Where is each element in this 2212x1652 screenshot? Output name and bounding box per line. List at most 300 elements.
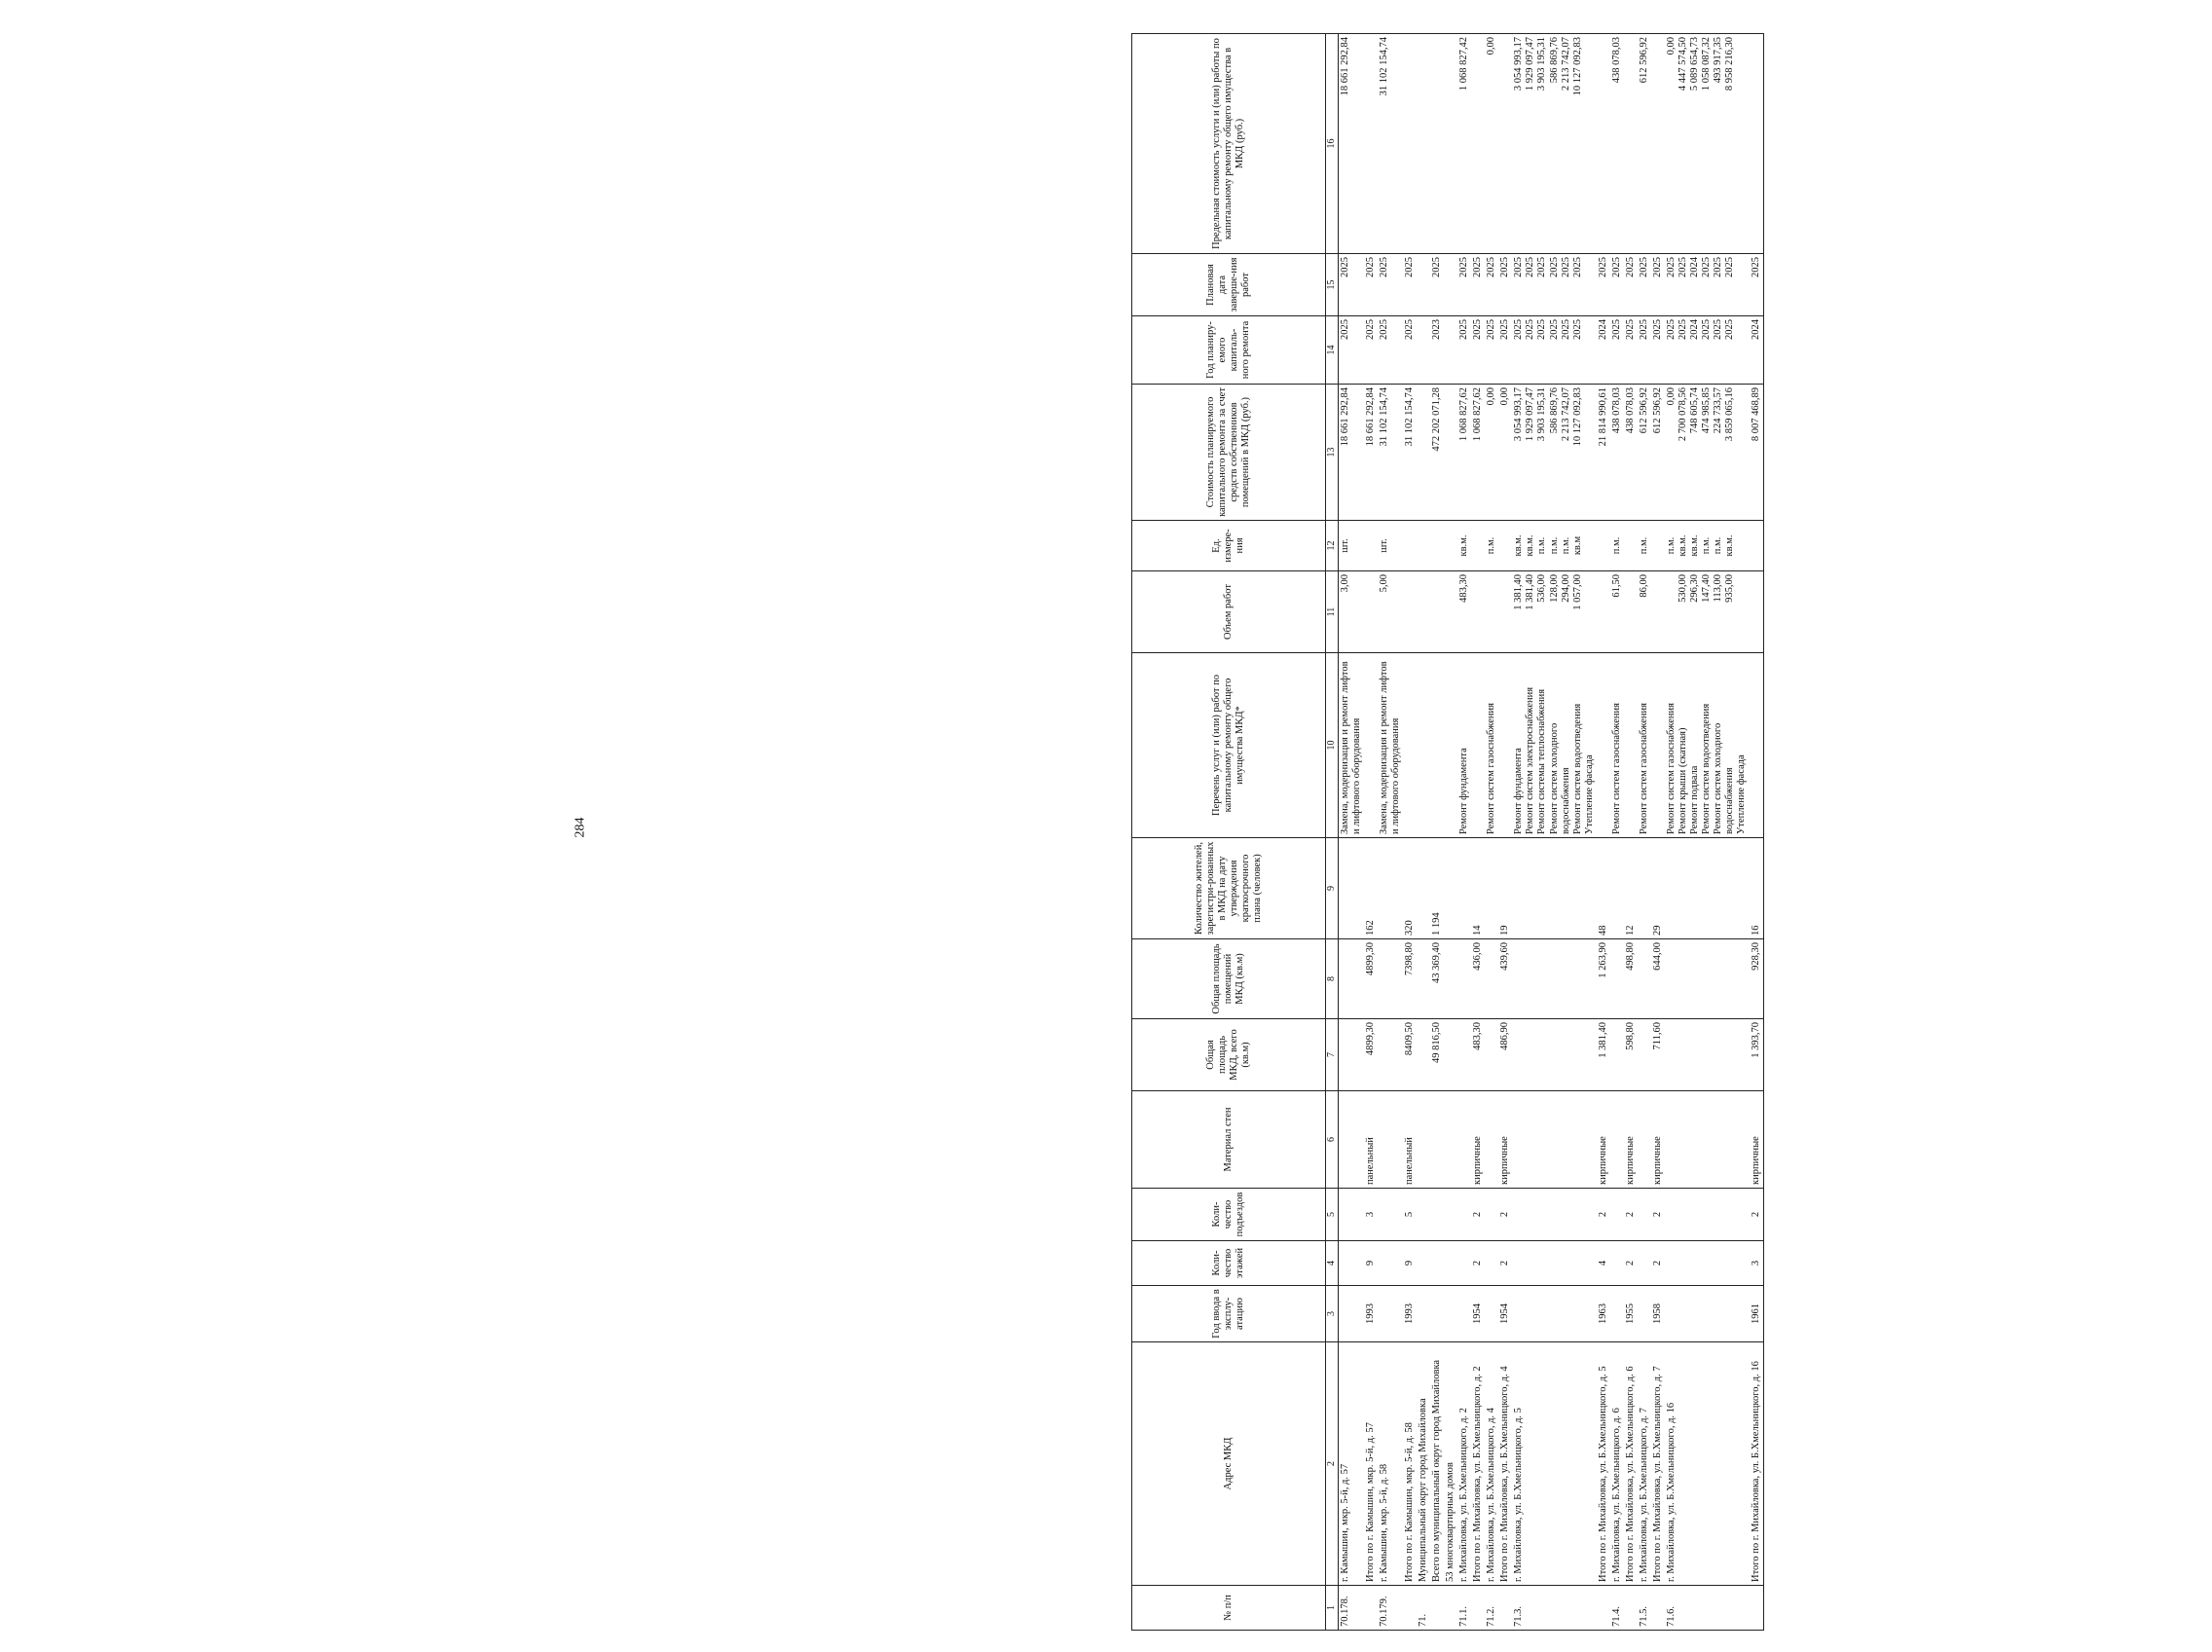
- column-header: Адрес МКД: [1132, 1342, 1326, 1586]
- max-cost-cell-line: 0,00: [1666, 37, 1677, 55]
- volume-cell: [1651, 571, 1665, 653]
- volume-cell: [1471, 571, 1485, 653]
- floors-cell: 2: [1471, 1241, 1485, 1286]
- volume-cell-line: 1 381,40: [1525, 574, 1536, 610]
- end-date-cell: [1512, 254, 1596, 316]
- unit-cell-line: кв.м.: [1513, 534, 1525, 557]
- end-date-cell-line: 2025: [1560, 257, 1571, 277]
- plan-year-cell: [1597, 316, 1610, 385]
- cost-cell-line: 21 814 990,61: [1597, 387, 1608, 447]
- cost-cell: [1471, 385, 1485, 521]
- cost-cell-line: 0,00: [1666, 387, 1677, 406]
- table-row: [1457, 34, 1471, 1631]
- max-cost-cell: [1485, 34, 1498, 254]
- plan-year-cell-line: 2025: [1713, 319, 1724, 340]
- address-cell: Итого по г. Михайловка, ул. Б.Хмельницкого, д. 7: [1651, 1342, 1665, 1586]
- end-date-cell-line: 2025: [1499, 257, 1511, 277]
- entrances-cell: [1638, 1189, 1651, 1241]
- cost-cell-line: 3 859 065,16: [1724, 387, 1736, 442]
- unit-cell: [1403, 521, 1417, 571]
- volume-cell: [1403, 571, 1417, 653]
- works-cell: [1457, 653, 1471, 838]
- end-date-cell-line: 2025: [1610, 257, 1622, 277]
- table-row: [1485, 34, 1498, 1631]
- unit-cell-line: п.м.: [1536, 536, 1548, 555]
- area-total-cell: 4899,30: [1364, 1019, 1378, 1091]
- column-header: Коли-чество подъездов: [1132, 1189, 1326, 1241]
- cost-cell: [1403, 385, 1417, 521]
- floors-cell: 2: [1498, 1241, 1512, 1286]
- end-date-cell-line: 2025: [1624, 257, 1636, 277]
- area-total-cell: [1610, 1019, 1624, 1091]
- plan-year-cell-line: 2025: [1486, 319, 1497, 340]
- volume-cell-line: 294,00: [1560, 574, 1571, 603]
- unit-cell-line: п.м.: [1713, 536, 1724, 555]
- volume-cell: [1457, 571, 1471, 653]
- works-cell: [1610, 653, 1624, 838]
- plan-year-cell-line: 2025: [1638, 319, 1649, 340]
- material-cell: [1638, 1091, 1651, 1189]
- volume-cell: [1512, 571, 1596, 653]
- plan-year-cell: [1610, 316, 1624, 385]
- residents-cell: 320: [1403, 838, 1417, 939]
- unit-cell: [1498, 521, 1512, 571]
- cost-cell-line: 474 985,85: [1701, 387, 1713, 434]
- max-cost-cell-line: 3 903 195,31: [1536, 37, 1548, 92]
- row-number: [1403, 1586, 1417, 1631]
- end-date-cell: [1638, 254, 1651, 316]
- works-cell-line: Ремонт подвала: [1689, 765, 1701, 834]
- cost-cell-line: 1 929 097,47: [1525, 387, 1536, 442]
- works-cell-line: Ремонт системы теплоснабжения: [1536, 688, 1548, 834]
- cost-cell: [1417, 385, 1430, 521]
- floors-cell: [1378, 1241, 1403, 1286]
- year-cell: 1961: [1750, 1286, 1764, 1342]
- unit-cell-line: п.м.: [1610, 536, 1622, 555]
- row-number: [1364, 1586, 1378, 1631]
- unit-cell-line: кв.м.: [1525, 534, 1536, 557]
- material-cell: [1417, 1091, 1430, 1189]
- area-total-cell: 483,30: [1471, 1019, 1485, 1091]
- end-date-cell-line: 2025: [1525, 257, 1536, 277]
- column-number: 1: [1326, 1586, 1339, 1631]
- end-date-cell: [1378, 254, 1403, 316]
- residents-cell: 14: [1471, 838, 1485, 939]
- column-header: Стоимость планируемого капитального ремонта за счет средств собственников помещений в МКД (руб.): [1132, 385, 1326, 521]
- volume-cell: [1665, 571, 1749, 653]
- cost-cell: [1338, 385, 1364, 521]
- year-cell: [1665, 1286, 1749, 1342]
- table-header: [1132, 34, 1339, 1631]
- area-premises-cell: [1485, 939, 1498, 1019]
- max-cost-cell: [1364, 34, 1378, 254]
- max-cost-cell: [1610, 34, 1624, 254]
- plan-year-cell: [1364, 316, 1378, 385]
- area-premises-cell: [1417, 939, 1430, 1019]
- table-row: [1665, 34, 1749, 1631]
- address-cell: Итого по г. Михайловка, ул. Б.Хмельницкого, д. 2: [1471, 1342, 1485, 1586]
- end-date-cell-line: 2025: [1403, 257, 1415, 277]
- works-cell-line: Утепление фасада: [1736, 754, 1748, 834]
- material-cell: [1444, 1091, 1457, 1189]
- material-cell: кирпичные: [1651, 1091, 1665, 1189]
- max-cost-cell-line: 31 102 154,74: [1378, 37, 1389, 96]
- column-number: 7: [1326, 1019, 1339, 1091]
- plan-year-cell-line: 2025: [1499, 319, 1511, 340]
- residents-cell: 162: [1364, 838, 1378, 939]
- volume-cell: [1597, 571, 1610, 653]
- entrances-cell: 2: [1597, 1189, 1610, 1241]
- plan-year-cell: [1624, 316, 1638, 385]
- works-cell: [1430, 653, 1444, 838]
- end-date-cell-line: 2025: [1486, 257, 1497, 277]
- works-cell-line: Ремонт фундамента: [1458, 748, 1470, 834]
- material-cell: [1512, 1091, 1596, 1189]
- plan-year-cell: [1651, 316, 1665, 385]
- works-cell: [1364, 653, 1378, 838]
- floors-cell: [1512, 1241, 1596, 1286]
- plan-year-cell-line: 2025: [1652, 319, 1663, 340]
- address-cell: Муниципальный округ город Михайловка: [1417, 1342, 1430, 1586]
- year-cell: 1954: [1498, 1286, 1512, 1342]
- unit-cell: [1457, 521, 1471, 571]
- works-cell-line: Ремонт систем электроснабжения: [1525, 686, 1536, 834]
- end-date-cell-line: 2025: [1513, 257, 1525, 277]
- cost-cell-line: 10 127 092,83: [1571, 387, 1583, 447]
- cost-cell: [1444, 385, 1457, 521]
- max-cost-cell-line: 1 929 097,47: [1525, 37, 1536, 92]
- column-header: Год планиру-емого капиталь-ного ремонта: [1132, 316, 1326, 385]
- area-total-cell: [1512, 1019, 1596, 1091]
- plan-year-cell: [1498, 316, 1512, 385]
- row-number: 71.5.: [1638, 1586, 1651, 1631]
- unit-cell: [1471, 521, 1485, 571]
- end-date-cell-line: 2025: [1652, 257, 1663, 277]
- works-cell-line: Замена, модернизация и ремонт лифтов и лифтового оборудования: [1339, 661, 1362, 834]
- residents-cell: [1338, 838, 1364, 939]
- unit-cell-line: шт.: [1378, 538, 1389, 553]
- column-number: 15: [1326, 254, 1339, 316]
- plan-year-cell: [1638, 316, 1651, 385]
- year-cell: 1958: [1651, 1286, 1665, 1342]
- works-cell: [1512, 653, 1596, 838]
- max-cost-cell-line: 1 068 827,42: [1458, 37, 1470, 92]
- max-cost-cell-line: 438 078,03: [1610, 37, 1622, 84]
- floors-cell: 9: [1364, 1241, 1378, 1286]
- table-row: [1444, 34, 1457, 1631]
- max-cost-cell-line: 10 127 092,83: [1571, 37, 1583, 96]
- residents-cell: 1 194: [1430, 838, 1444, 939]
- page-number: 284: [572, 817, 588, 838]
- volume-cell-line: 483,30: [1458, 574, 1470, 603]
- area-premises-cell: 644,00: [1651, 939, 1665, 1019]
- table-row: [1378, 34, 1403, 1631]
- area-premises-cell: 439,60: [1498, 939, 1512, 1019]
- max-cost-cell: [1624, 34, 1638, 254]
- floors-cell: 2: [1651, 1241, 1665, 1286]
- floors-cell: [1638, 1241, 1651, 1286]
- plan-year-cell-line: 2025: [1624, 319, 1636, 340]
- plan-year-cell-line: 2025: [1403, 319, 1415, 340]
- year-cell: 1954: [1471, 1286, 1485, 1342]
- works-cell-line: Ремонт систем водоотведения: [1571, 703, 1583, 834]
- cost-cell-line: 18 661 292,84: [1339, 387, 1350, 447]
- address-cell: г. Михайловка, ул. Б.Хмельницкого, д. 2: [1457, 1342, 1471, 1586]
- unit-cell-line: кв.м.: [1458, 534, 1470, 557]
- cost-cell: [1624, 385, 1638, 521]
- table-row: [1750, 34, 1764, 1631]
- max-cost-cell-line: 3 054 993,17: [1513, 37, 1525, 92]
- works-cell: [1498, 653, 1512, 838]
- plan-year-cell: [1378, 316, 1403, 385]
- unit-cell: [1485, 521, 1498, 571]
- residents-cell: 12: [1624, 838, 1638, 939]
- volume-cell: [1750, 571, 1764, 653]
- year-cell: [1457, 1286, 1471, 1342]
- table-row: [1624, 34, 1638, 1631]
- end-date-cell-line: 2025: [1458, 257, 1470, 277]
- column-header: Количество жителей, зарегистри-рованных в МКД на дату утверждения краткосрочного плана (человек): [1132, 838, 1326, 939]
- end-date-cell-line: 2025: [1713, 257, 1724, 277]
- works-cell-line: Замена, модернизация и ремонт лифтов и лифтового оборудования: [1378, 661, 1401, 834]
- column-header: Объем работ: [1132, 571, 1326, 653]
- area-total-cell: [1378, 1019, 1403, 1091]
- cost-cell-line: 224 733,57: [1713, 387, 1724, 434]
- area-total-cell: 598,80: [1624, 1019, 1638, 1091]
- max-cost-cell-line: 8 958 216,30: [1724, 37, 1736, 92]
- end-date-cell-line: 2025: [1677, 257, 1689, 277]
- unit-cell: [1597, 521, 1610, 571]
- cost-cell-line: 612 596,92: [1652, 387, 1663, 434]
- area-premises-cell: [1444, 939, 1457, 1019]
- residents-cell: [1444, 838, 1457, 939]
- end-date-cell-line: 2025: [1571, 257, 1583, 277]
- unit-cell: [1610, 521, 1624, 571]
- plan-year-cell-line: 2025: [1701, 319, 1713, 340]
- unit-cell-line: кв.м: [1571, 535, 1583, 556]
- unit-cell-line: п.м.: [1560, 536, 1571, 555]
- end-date-cell-line: 2025: [1536, 257, 1548, 277]
- year-cell: [1378, 1286, 1403, 1342]
- table-row: [1610, 34, 1624, 1631]
- plan-year-cell-line: 2025: [1339, 319, 1350, 340]
- works-cell-line: Ремонт систем газоснабжения: [1486, 703, 1497, 834]
- address-cell: г. Камышин, мкр. 5-й, д. 58: [1378, 1342, 1403, 1586]
- volume-cell-line: 296,30: [1689, 574, 1701, 603]
- max-cost-cell: [1651, 34, 1665, 254]
- column-number: 3: [1326, 1286, 1339, 1342]
- max-cost-cell-line: 4 447 574,50: [1677, 37, 1689, 92]
- max-cost-cell-line: 5 089 654,73: [1689, 37, 1701, 92]
- end-date-cell-line: 2025: [1378, 257, 1389, 277]
- table-row: [1430, 34, 1444, 1631]
- floors-cell: 9: [1403, 1241, 1417, 1286]
- plan-year-cell-line: 2025: [1536, 319, 1548, 340]
- residents-cell: 29: [1651, 838, 1665, 939]
- column-header: Общая площадь МКД, всего (кв.м): [1132, 1019, 1326, 1091]
- row-number: 71.1.: [1457, 1586, 1471, 1631]
- column-number: 8: [1326, 939, 1339, 1019]
- year-cell: 1955: [1624, 1286, 1638, 1342]
- volume-cell: [1610, 571, 1624, 653]
- address-cell: г. Камышин, мкр. 5-й, д. 57: [1338, 1342, 1364, 1586]
- unit-cell: [1512, 521, 1596, 571]
- end-date-cell: [1403, 254, 1417, 316]
- material-cell: [1378, 1091, 1403, 1189]
- plan-year-cell-line: 2025: [1677, 319, 1689, 340]
- row-number: 70.179.: [1378, 1586, 1403, 1631]
- unit-cell-line: п.м.: [1701, 536, 1713, 555]
- year-cell: [1485, 1286, 1498, 1342]
- cost-cell: [1597, 385, 1610, 521]
- end-date-cell-line: 2025: [1364, 257, 1376, 277]
- max-cost-cell: [1417, 34, 1430, 254]
- area-total-cell: 1 393,70: [1750, 1019, 1764, 1091]
- unit-cell: [1750, 521, 1764, 571]
- cost-cell: [1638, 385, 1651, 521]
- cost-cell: [1610, 385, 1624, 521]
- residents-cell: [1457, 838, 1471, 939]
- plan-year-cell-line: 2025: [1525, 319, 1536, 340]
- floors-cell: [1417, 1241, 1430, 1286]
- unit-cell: [1338, 521, 1364, 571]
- works-cell-line: Ремонт крыши (скатная): [1677, 727, 1689, 834]
- address-cell: г. Михайловка, ул. Б.Хмельницкого, д. 5: [1512, 1342, 1596, 1586]
- address-cell: Итого по г. Михайловка, ул. Б.Хмельницкого, д. 4: [1498, 1342, 1512, 1586]
- material-cell: кирпичные: [1750, 1091, 1764, 1189]
- row-number: [1624, 1586, 1638, 1631]
- plan-year-cell-line: 2025: [1513, 319, 1525, 340]
- row-number: [1498, 1586, 1512, 1631]
- end-date-cell-line: 2025: [1701, 257, 1713, 277]
- plan-year-cell: [1485, 316, 1498, 385]
- area-total-cell: 711,60: [1651, 1019, 1665, 1091]
- row-number: [1430, 1586, 1444, 1631]
- volume-cell-line: 86,00: [1638, 574, 1649, 598]
- column-header: Год ввода в эксплу-атацию: [1132, 1286, 1326, 1342]
- address-cell: г. Михайловка, ул. Б.Хмельницкого, д. 4: [1485, 1342, 1498, 1586]
- volume-cell: [1364, 571, 1378, 653]
- floors-cell: [1338, 1241, 1364, 1286]
- year-cell: [1417, 1286, 1430, 1342]
- works-cell-line: Ремонт систем холодного водоснабжения: [1548, 722, 1571, 834]
- area-total-cell: 49 816,50: [1430, 1019, 1444, 1091]
- area-premises-cell: [1610, 939, 1624, 1019]
- area-premises-cell: 4899,30: [1364, 939, 1378, 1019]
- entrances-cell: 2: [1750, 1189, 1764, 1241]
- column-number: 13: [1326, 385, 1339, 521]
- residents-cell: [1610, 838, 1624, 939]
- area-total-cell: 486,90: [1498, 1019, 1512, 1091]
- volume-cell-line: 536,00: [1536, 574, 1548, 603]
- area-total-cell: [1457, 1019, 1471, 1091]
- plan-year-cell: [1444, 316, 1457, 385]
- year-cell: 1963: [1597, 1286, 1610, 1342]
- plan-year-cell: [1430, 316, 1444, 385]
- unit-cell: [1364, 521, 1378, 571]
- end-date-cell-line: 2025: [1472, 257, 1484, 277]
- works-cell: [1750, 653, 1764, 838]
- entrances-cell: [1512, 1189, 1596, 1241]
- works-cell: [1471, 653, 1485, 838]
- unit-cell: [1444, 521, 1457, 571]
- volume-cell-line: 3,00: [1339, 574, 1350, 593]
- year-cell: 1993: [1403, 1286, 1417, 1342]
- material-cell: кирпичные: [1471, 1091, 1485, 1189]
- end-date-cell: [1457, 254, 1471, 316]
- volume-cell-line: 1 381,40: [1513, 574, 1525, 610]
- rotated-table-wrapper: [1131, 34, 2212, 1631]
- residents-cell: 16: [1750, 838, 1764, 939]
- unit-cell-line: п.м.: [1638, 536, 1649, 555]
- volume-cell: [1498, 571, 1512, 653]
- end-date-cell: [1651, 254, 1665, 316]
- table-row: [1364, 34, 1378, 1631]
- material-cell: панельный: [1364, 1091, 1378, 1189]
- table-row: [1403, 34, 1417, 1631]
- works-cell-line: Ремонт систем газоснабжения: [1638, 703, 1649, 834]
- max-cost-cell-line: 1 058 087,32: [1701, 37, 1713, 92]
- row-number: [1471, 1586, 1485, 1631]
- unit-cell: [1430, 521, 1444, 571]
- row-number: [1597, 1586, 1610, 1631]
- area-premises-cell: 7398,80: [1403, 939, 1417, 1019]
- entrances-cell: 5: [1403, 1189, 1417, 1241]
- max-cost-cell: [1471, 34, 1485, 254]
- volume-cell: [1638, 571, 1651, 653]
- works-cell-line: Ремонт систем газоснабжения: [1610, 703, 1622, 834]
- cost-cell: [1457, 385, 1471, 521]
- plan-year-cell: [1403, 316, 1417, 385]
- material-cell: [1610, 1091, 1624, 1189]
- residents-cell: 19: [1498, 838, 1512, 939]
- cost-cell-line: 31 102 154,74: [1403, 387, 1415, 447]
- max-cost-cell-line: 493 917,35: [1713, 37, 1724, 84]
- unit-cell-line: п.м.: [1486, 536, 1497, 555]
- cost-cell: [1498, 385, 1512, 521]
- area-premises-cell: 436,00: [1471, 939, 1485, 1019]
- works-cell: [1597, 653, 1610, 838]
- column-number: 4: [1326, 1241, 1339, 1286]
- area-total-cell: [1417, 1019, 1430, 1091]
- capital-repair-table: [1131, 33, 1764, 1631]
- cost-cell: [1750, 385, 1764, 521]
- unit-cell-line: шт.: [1339, 538, 1350, 553]
- cost-cell-line: 2 700 078,56: [1677, 387, 1689, 442]
- entrances-cell: [1417, 1189, 1430, 1241]
- floors-cell: [1610, 1241, 1624, 1286]
- material-cell: [1457, 1091, 1471, 1189]
- column-header: № п/п: [1132, 1586, 1326, 1631]
- area-total-cell: 1 381,40: [1597, 1019, 1610, 1091]
- cost-cell-line: 18 661 292,84: [1364, 387, 1376, 447]
- entrances-cell: [1338, 1189, 1364, 1241]
- end-date-cell-line: 2025: [1597, 257, 1608, 277]
- max-cost-cell: [1430, 34, 1444, 254]
- material-cell: кирпичные: [1597, 1091, 1610, 1189]
- max-cost-cell-line: 612 596,92: [1638, 37, 1649, 84]
- volume-cell-line: 935,00: [1724, 574, 1736, 603]
- entrances-cell: 2: [1471, 1189, 1485, 1241]
- column-number: 14: [1326, 316, 1339, 385]
- end-date-cell: [1430, 254, 1444, 316]
- works-cell-line: Ремонт фундамента: [1513, 748, 1525, 834]
- entrances-cell: [1378, 1189, 1403, 1241]
- unit-cell: [1624, 521, 1638, 571]
- cost-cell-line: 1 068 827,62: [1458, 387, 1470, 442]
- works-cell: [1638, 653, 1651, 838]
- cost-cell: [1364, 385, 1378, 521]
